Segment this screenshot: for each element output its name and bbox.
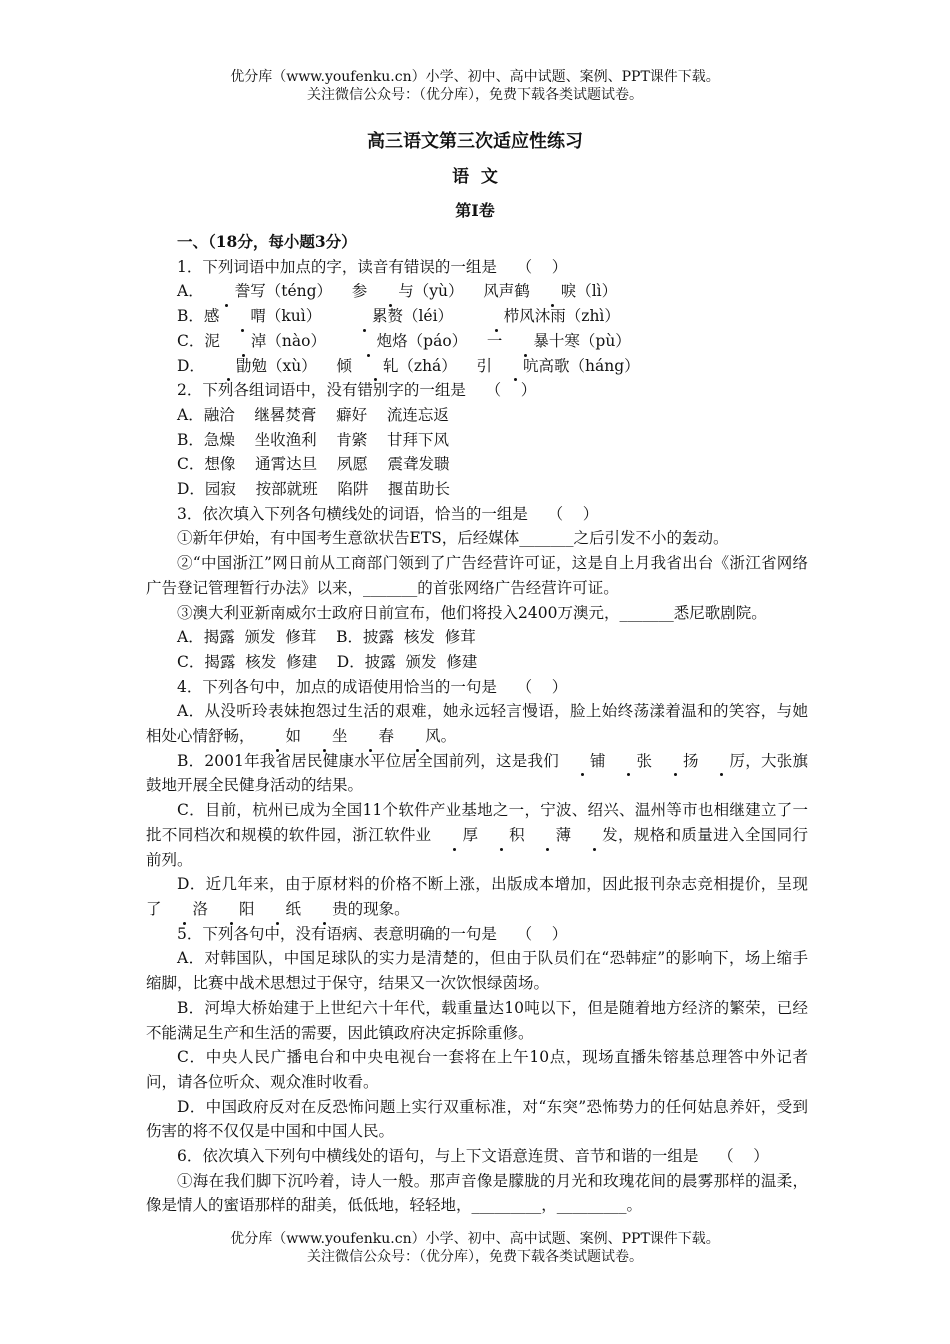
text: 高歌（háng） (538, 356, 640, 375)
q1-option-a (146, 279, 808, 304)
volume-title: 第Ⅰ卷 (455, 201, 495, 220)
text: B．感 (177, 307, 220, 326)
dotted-char: 与 (367, 279, 414, 304)
dotted-char: 炮 (346, 329, 393, 354)
dotted-char: 发 (571, 823, 618, 848)
section-heading: 一、（18分，每小题3分） (177, 232, 357, 251)
text: B．2001年我省居民健康水平位居全国前列，这是我们 (177, 751, 559, 770)
text: ，大张旗鼓地开展全民健身活动的结果。 (146, 751, 808, 795)
dotted-char: 积 (478, 823, 525, 848)
dotted-char: 扬 (652, 749, 699, 774)
q3-options-ab: A．揭露 颁发 修茸 B．披露 核发 修茸 (177, 628, 476, 647)
dotted-char: 贵 (301, 897, 348, 922)
text: ，规格和质量进入全国同行前列。 (146, 825, 808, 869)
text: A． (177, 282, 204, 301)
text: D． (177, 356, 205, 375)
dotted-char: 薄 (525, 823, 572, 848)
dotted-char: 淖 (220, 329, 267, 354)
q4-option-a (146, 699, 808, 748)
dotted-char: 坐 (301, 724, 348, 749)
exam-body (146, 230, 808, 1218)
dotted-char: 吭 (492, 354, 539, 379)
footer-line-2: 关注微信公众号：（优分库），免费下载各类试题试卷。 (307, 1249, 643, 1265)
dotted-char: 春 (348, 724, 395, 749)
q1-option-b (146, 304, 808, 329)
q2-stem: 2．下列各组词语中，没有错别字的一组是 （ ） (177, 381, 537, 400)
text: （lì） (576, 282, 618, 301)
dotted-char: 阳 (208, 897, 255, 922)
dotted-char: 纸 (255, 897, 302, 922)
q6-stem: 6．依次填入下列句中横线处的语句，与上下文语意连贯、音节和谐的一组是 （ ） (177, 1147, 769, 1166)
q5-option-d: D．中国政府反对在反恐怖问题上实行双重标准，对“东突”恐怖势力的任何姑息养奸，受到伤害的将不仅仅是中国和中国人民。 (146, 1097, 808, 1141)
dotted-char: 风 (394, 724, 441, 749)
text: 。 (440, 727, 457, 746)
text: 勉（xù） 倾 (251, 356, 352, 375)
text: C．泥 (177, 331, 220, 350)
text: （kuì） (265, 307, 341, 326)
q3-sentence-3: ③澳大利亚新南威尔士政府日前宣布，他们将投入2400万澳元，_______悉尼歌剧院。 (177, 603, 767, 622)
q2-option-a: A．融洽 继晷焚膏 癖好 流连忘返 (177, 405, 449, 424)
text: 十寒（pù） (548, 331, 631, 350)
q1-option-c (146, 329, 808, 354)
text: （zhá） 引 (398, 356, 493, 375)
q6-sentence-1: ①海在我们脚下沉吟着，诗人一般。那声音像是朦胧的月光和玫瑰花间的晨雾那样的温柔，像是情人的蜜语那样的甜美，低低地，轻轻地，_________，_________。 (146, 1171, 808, 1215)
text: 烙（páo） 一 (392, 331, 503, 350)
dotted-char: 厚 (432, 823, 479, 848)
dotted-char: 铺 (559, 749, 606, 774)
text: C．目前，杭州已成为全国11个软件产业基地之一，宁波、绍兴、温州等市也相继建立了一批不同档次和规模的软件园，浙江软件业 (146, 801, 808, 844)
q5-option-c: C．中央人民广播电台和中央电视台一套将在上午10点，现场直播朱镕基总理答中外记者问，请各位听众、观众准时收看。 (146, 1048, 808, 1091)
q3-sentence-2: ②“中国浙江”网日前从工商部门领到了广告经营许可证，这是自上月我省出台《浙江省网络广告登记管理暂行办法》以来，_______的首张网络广告经营许可证。 (146, 554, 808, 597)
q4-option-c (146, 798, 808, 872)
q2-option-c: C．想像 通霄达旦 夙愿 震聋发聩 (177, 455, 450, 474)
q4-option-b (146, 749, 808, 798)
header-line-1: 优分库（www.youfenku.cn）小学、初中、高中试题、案例、PPT课件下载。 (230, 69, 720, 85)
dotted-char: 洛 (162, 897, 209, 922)
dotted-char: 累 (341, 304, 388, 329)
q3-stem: 3．依次填入下列各句横线处的词语，恰当的一组是 （ ） (177, 504, 599, 523)
dotted-char: 如 (255, 724, 302, 749)
text: 的现象。 (347, 899, 410, 918)
q1-option-d (146, 354, 808, 379)
dotted-char: 喟 (219, 304, 266, 329)
q1-stem: 1．下列词语中加点的字，读音有错误的一组是 （ ） (177, 257, 568, 276)
dotted-char: 轧 (352, 354, 399, 379)
page-footer (0, 1230, 950, 1266)
dotted-char: 勖 (205, 354, 252, 379)
dotted-char: 暴 (502, 329, 549, 354)
dotted-char: 栉 (473, 304, 520, 329)
page-header (0, 68, 950, 104)
dotted-char: 张 (605, 749, 652, 774)
q5-stem: 5．下列各句中，没有语病、表意明确的一句是 （ ） (177, 924, 568, 943)
text: 风沐雨（zhì） (519, 307, 620, 326)
text: A．从没听玲表妹抱怨过生活的艰难，她永远轻言慢语，脸上始终荡漾着温和的笑容，与她相处心情舒畅， (146, 702, 808, 746)
subject-title: 语 文 (452, 167, 498, 187)
text: 写（téng） 参 (250, 282, 368, 301)
q3-sentence-1: ①新年伊始，有中国考生意欲状告ETS，后经媒体_______之后引发不小的轰动。 (177, 529, 729, 548)
text: D．近几年来，由于原材料的价格不断上涨，出版成本增加，因此报刊杂志竞相提价，呈现了 (146, 875, 808, 918)
dotted-char: 厉 (699, 749, 746, 774)
footer-line-1: 优分库（www.youfenku.cn）小学、初中、高中试题、案例、PPT课件下载。 (230, 1231, 720, 1247)
dotted-idiom (162, 900, 348, 918)
q2-option-b: B．急燥 坐收渔利 肯綮 甘拜下风 (177, 430, 450, 449)
q3-options-cd: C．揭露 核发 修建 D．披露 颁发 修建 (177, 652, 478, 671)
dotted-idiom (432, 826, 618, 844)
header-line-2: 关注微信公众号：（优分库），免费下载各类试题试卷。 (307, 87, 643, 103)
dotted-char: 誊 (204, 279, 251, 304)
text: （nào） (266, 331, 346, 350)
dotted-char: 唳 (530, 279, 577, 304)
text: 赘（léi） (387, 307, 473, 326)
dotted-idiom (559, 752, 745, 770)
q5-option-b: B．河埠大桥始建于上世纪六十年代，载重量达10吨以下，但是随着地方经济的繁荣，已经不能满足生产和生活的需要，因此镇政府决定拆除重修。 (146, 998, 808, 1042)
q2-option-d: D．园寂 按部就班 陷阱 揠苗助长 (177, 480, 451, 499)
dotted-idiom (255, 727, 441, 745)
text: （yù） 风声鹤 (413, 282, 530, 301)
q5-option-a: A．对韩国队，中国足球队的实力是清楚的，但由于队员们在“恐韩症”的影响下，场上缩手缩脚，比赛中战术思想过于保守，结果又一次饮恨绿茵场。 (146, 949, 808, 993)
q4-stem: 4．下列各句中，加点的成语使用恰当的一句是 （ ） (177, 677, 568, 696)
q4-option-d (146, 872, 808, 921)
exam-title: 高三语文第三次适应性练习 (367, 131, 583, 152)
